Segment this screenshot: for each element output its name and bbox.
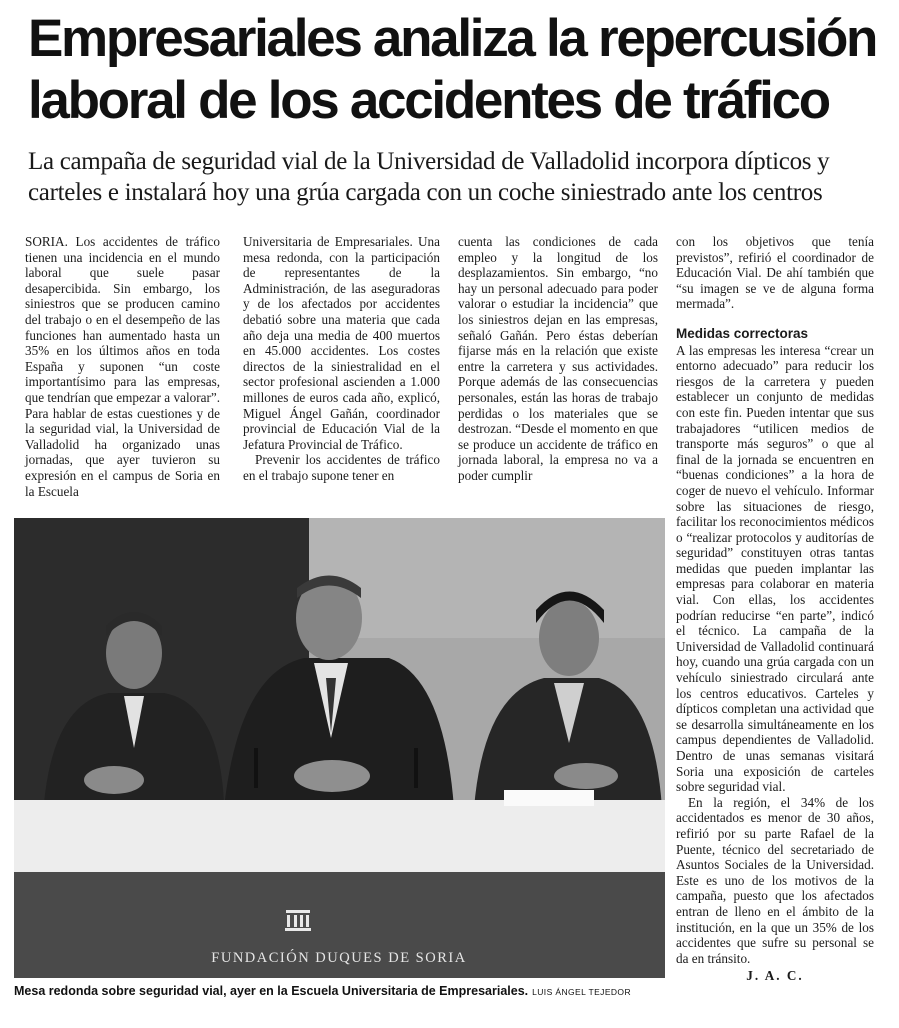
section-heading: Medidas correctoras — [676, 325, 809, 341]
microphone-right — [414, 748, 418, 788]
column-2 — [243, 234, 440, 484]
table-top — [14, 800, 665, 872]
foundation-banner-text: FUNDACIÓN DUQUES DE SORIA — [211, 950, 467, 966]
headline: Empresariales analiza la repercusión laboral de los accidentes de tráfico — [28, 9, 877, 130]
microphone-left — [254, 748, 258, 788]
table-papers — [504, 790, 594, 806]
photo-illustration — [14, 518, 665, 978]
photo-wall-light — [309, 518, 665, 638]
column-3 — [458, 234, 658, 484]
column-1-text: SORIA. Los accidentes de tráfico tienen una incidencia en el mundo laboral que suele pasar desapercibida. Sin embargo, los siniestros que se producen camino del trabajo o en el desempeño de las funciones han aumentado hasta un 35% en los últimos años en toda España y suponen “un coste importantísimo para las empresas, que tendrían que empezar a valorar”. Para hablar de estas cuestiones y de la seguridad vial, la Universidad de Valladolid ha organizado unas jornadas, que ayer tuvieron su expresión en el campus de Soria en la Escuela — [25, 234, 220, 499]
column-2-paragraph-1: Universitaria de Empresariales. Una mesa redonda, con la participación de representantes de la Administración, de las aseguradoras y de los afectados por accidentes debatió sobre una materia que cada año deja una media de 400 muertos en 45.000 accidentes. Los costes directos de la siniestralidad en el sector profesional ascienden a 1.000 millones de euros cada año, explicó, Miguel Ángel Gañán, coordinador provincial de Educación Vial de la Jefatura Provincial de Tráfico. — [243, 234, 440, 452]
column-4 — [676, 234, 874, 984]
column-2-paragraph-2: Prevenir los accidentes de tráfico en el trabajo supone tener en — [243, 452, 440, 483]
column-4-paragraph-1: con los objetivos que tenía previstos”, refirió el coordinador de Educación Vial. De ahí también que “su imagen se ve de alguna forma mermada”. — [676, 234, 874, 312]
caption-text: Mesa redonda sobre seguridad vial, ayer en la Escuela Universitaria de Empresariales. — [14, 984, 529, 998]
subtitle: La campaña de seguridad vial de la Universidad de Valladolid incorpora dípticos y carteles e instalará hoy una grúa cargada con un coche siniestrado ante los centros — [28, 148, 830, 206]
photo-credit: LUIS ÁNGEL TEJEDOR — [532, 987, 631, 997]
column-4-paragraph-2: A las empresas les interesa “crear un entorno adecuado” para reducir los riesgos de la carretera y pueden establecer un conjunto de medidas con este fin. Pueden intentar que sus trabajadores “utilicen medios de transporte más seguros” o que al final de la jornada se encuentren en “buenas condiciones” a la hora de coger de nuevo el vehículo. Informar sobre las situaciones de riesgo, facilitar los reconocimientos médicos o “realizar protocolos y auditorías de seguridad” constituyen otras tantas medidas que pueden implantar las empresas para colaborar en materia vial. Con ellas, los accidentes podrían reducirse “en parte”, indicó el técnico. La campaña de la Universidad de Valladolid continuará hoy, cuando una grúa cargada con un vehículo siniestrado circulará ante los centros educativos. Carteles y dípticos completan una actividad que se desarrolla simultáneamente en los campus dependientes de Valladolid. Dentro de unas semanas visitará Soria una exposición de carteles sobre seguridad vial. — [676, 342, 874, 795]
column-1 — [25, 234, 220, 499]
column-3-text: cuenta las condiciones de cada empleo y la longitud de los desplazamientos. Sin embargo, “no hay un personal adecuado para poder valorar o estudiar la incidencia” que los siniestros dejan en las empresas, señaló Gañán. Pero éstas deberían fijarse más en la relación que existe entre la carretera y sus actividades. Porque además de las consecuencias personales, están las horas de trabajo perdidas o los materiales que se destrozan. “Desde el momento en que se produce un accidente de tráfico en jornada laboral, la empresa no va a poder cumplir — [458, 234, 658, 483]
article-photo — [14, 518, 665, 978]
author-signature: J. A. C. — [746, 968, 804, 984]
photo-caption — [14, 984, 674, 998]
column-4-paragraph-3: En la región, el 34% de los accidentados es menor de 30 años, refirió por su parte Rafael de la Puente, técnico del secretariado de Asuntos Sociales de la Universidad. Este es uno de los motivos de la campaña, puesto que los afectados entran de lleno en el ámbito de la institución, en la que un 35% de los accidentes que sufre su personal se da en tránsito. — [676, 794, 874, 966]
